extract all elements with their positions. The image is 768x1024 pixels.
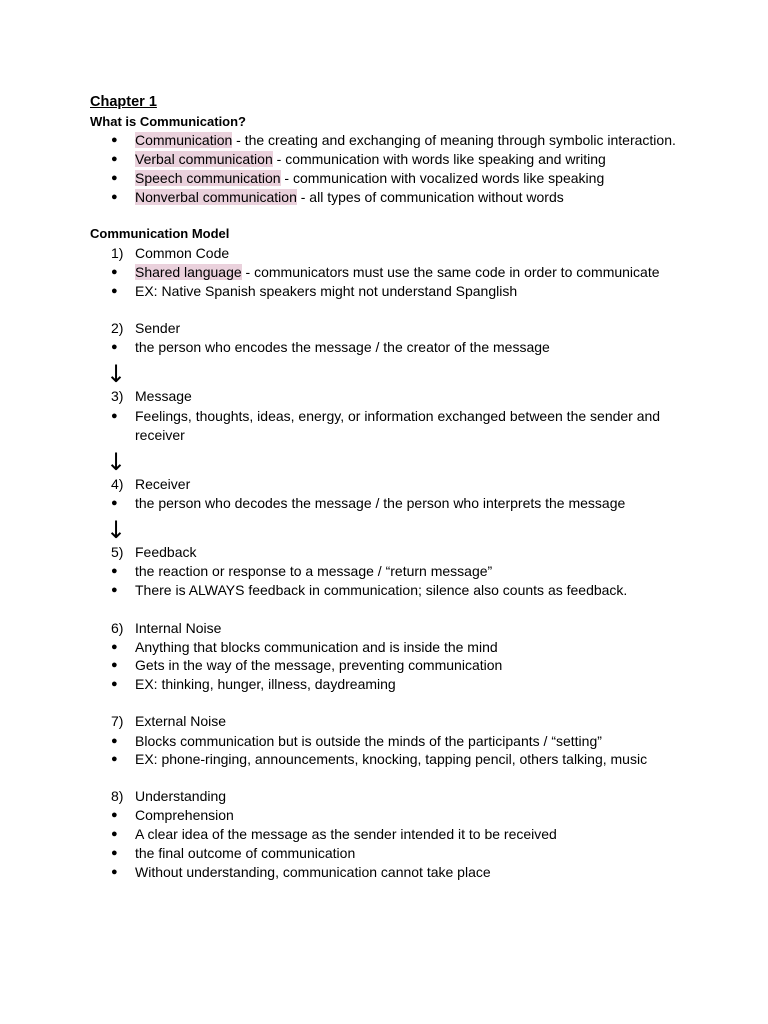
bullet-text: Without understanding, communication cannot take place xyxy=(135,864,491,880)
step-number: 2) xyxy=(111,320,124,336)
bullet-icon: ● xyxy=(111,134,118,146)
definition-text: - communicators must use the same code in order to communicate xyxy=(241,264,660,280)
bullet-text: Feelings, thoughts, ideas, energy, or information exchanged between the sender and xyxy=(135,408,661,424)
down-arrow-icon: ↓ xyxy=(106,516,127,544)
highlighted-term: Communication xyxy=(135,132,233,148)
down-arrow-icon: ↓ xyxy=(106,448,127,476)
bullet-icon: ● xyxy=(111,659,118,671)
bullet-icon: ● xyxy=(111,828,118,840)
bullet-text: the person who decodes the message / the person who interprets the message xyxy=(135,495,626,511)
bullet-icon: ● xyxy=(111,866,118,878)
bullet-text: EX: Native Spanish speakers might not understand Spanglish xyxy=(135,283,518,299)
bullet-text-continuation: receiver xyxy=(135,427,185,443)
step-number: 5) xyxy=(111,544,124,560)
bullet-text: the final outcome of communication xyxy=(135,845,356,861)
section-heading-what-is-communication: What is Communication? xyxy=(90,114,246,129)
definition-text: - all types of communication without words xyxy=(296,189,564,205)
bullet-text: the person who encodes the message / the creator of the message xyxy=(135,339,550,355)
down-arrow-icon: ↓ xyxy=(106,360,127,388)
bullet-icon: ● xyxy=(111,584,118,596)
section-heading-communication-model: Communication Model xyxy=(90,226,230,241)
bullet-icon: ● xyxy=(111,753,118,765)
bullet-icon: ● xyxy=(111,565,118,577)
bullet-icon: ● xyxy=(111,285,118,297)
bullet-text: EX: thinking, hunger, illness, daydreaming xyxy=(135,676,396,692)
bullet-icon: ● xyxy=(111,847,118,859)
bullet-icon: ● xyxy=(111,191,118,203)
bullet-icon: ● xyxy=(111,410,118,422)
step-label: Sender xyxy=(135,320,181,336)
highlighted-term: Nonverbal communication xyxy=(135,189,297,205)
step-label: Receiver xyxy=(135,476,191,492)
chapter-title: Chapter 1 xyxy=(90,94,157,110)
step-number: 8) xyxy=(111,788,124,804)
definition-text: - communication with vocalized words like speaking xyxy=(280,170,605,186)
bullet-icon: ● xyxy=(111,497,118,509)
step-number: 3) xyxy=(111,388,124,404)
definition-text: - communication with words like speaking and writing xyxy=(272,151,606,167)
bullet-icon: ● xyxy=(111,641,118,653)
highlighted-term: Speech communication xyxy=(135,170,281,186)
bullet-icon: ● xyxy=(111,735,118,747)
step-label: Understanding xyxy=(135,788,227,804)
step-label: Message xyxy=(135,388,192,404)
bullet-icon: ● xyxy=(111,153,118,165)
step-label: Internal Noise xyxy=(135,620,222,636)
bullet-icon: ● xyxy=(111,678,118,690)
step-number: 6) xyxy=(111,620,124,636)
definition-text: - the creating and exchanging of meaning through symbolic interaction. xyxy=(232,132,676,148)
highlighted-term: Shared language xyxy=(135,264,242,280)
bullet-text: Blocks communication but is outside the minds of the participants / “setting” xyxy=(135,733,602,749)
bullet-text: Anything that blocks communication and is inside the mind xyxy=(135,639,498,655)
step-label: Feedback xyxy=(135,544,197,560)
bullet-text: A clear idea of the message as the sender intended it to be received xyxy=(135,826,557,842)
bullet-icon: ● xyxy=(111,266,118,278)
bullet-icon: ● xyxy=(111,341,118,353)
step-number: 4) xyxy=(111,476,124,492)
bullet-icon: ● xyxy=(111,809,118,821)
bullet-text: There is ALWAYS feedback in communication; silence also counts as feedback. xyxy=(135,582,628,598)
step-number: 7) xyxy=(111,713,124,729)
bullet-text: the reaction or response to a message / “return message” xyxy=(135,563,493,579)
bullet-icon: ● xyxy=(111,172,118,184)
bullet-text: Comprehension xyxy=(135,807,234,823)
step-number: 1) xyxy=(111,245,124,261)
highlighted-term: Verbal communication xyxy=(135,151,273,167)
step-label: Common Code xyxy=(135,245,230,261)
step-label: External Noise xyxy=(135,713,227,729)
bullet-text: EX: phone-ringing, announcements, knocking, tapping pencil, others talking, music xyxy=(135,751,648,767)
bullet-text: Gets in the way of the message, preventing communication xyxy=(135,657,503,673)
